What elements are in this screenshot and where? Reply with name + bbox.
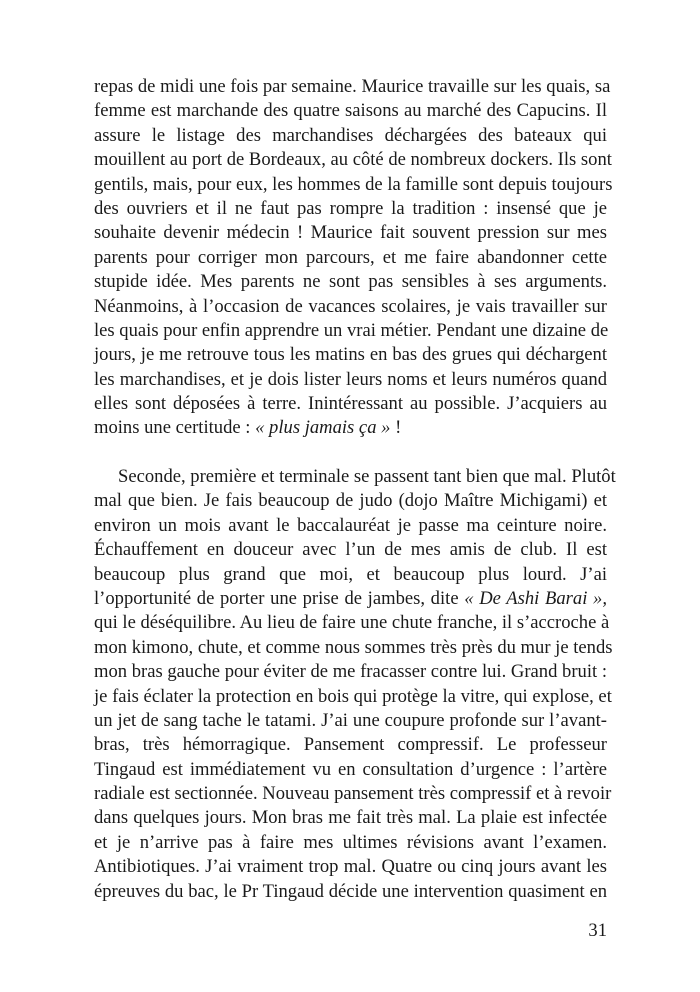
text-segment: mouillent au port de Bordeaux, au côté de nombreux dockers. Ils sont bbox=[94, 149, 612, 171]
text-segment: un jet de sang tache le tatami. J’ai une coupure profonde sur l’avant- bbox=[94, 709, 607, 731]
page-number: 31 bbox=[588, 920, 607, 941]
italic-text: « De Ashi Barai », bbox=[464, 587, 608, 609]
text-segment: mal que bien. Je fais beaucoup de judo (dojo Maître Michigami) et bbox=[94, 490, 607, 512]
text-segment: qui le déséquilibre. Au lieu de faire une chute franche, il s’accroche à bbox=[94, 612, 610, 634]
text-segment: mon kimono, chute, et comme nous sommes très près du mur je tends bbox=[94, 636, 613, 658]
text-line bbox=[94, 611, 610, 635]
text-segment: Néanmoins, à l’occasion de vacances scolaires, je vais travailler sur bbox=[94, 295, 607, 317]
text-segment: environ un mois avant le baccalauréat je passe ma ceinture noire. bbox=[94, 514, 607, 536]
text-line bbox=[94, 465, 616, 489]
text-line bbox=[94, 221, 607, 245]
text-segment: je fais éclater la protection en bois qui protège la vitre, qui explose, et bbox=[94, 685, 612, 707]
text-line bbox=[94, 514, 607, 538]
text-line bbox=[94, 148, 612, 172]
text-line bbox=[94, 587, 607, 611]
text-line bbox=[94, 782, 612, 806]
text-segment: ! bbox=[390, 417, 402, 439]
text-segment: Antibiotiques. J’ai vraiment trop mal. Quatre ou cinq jours avant les bbox=[94, 856, 607, 878]
text-segment: dans quelques jours. Mon bras me fait très mal. La plaie est infectée bbox=[94, 807, 607, 829]
text-line bbox=[94, 75, 611, 99]
text-line bbox=[94, 343, 607, 367]
text-segment: jours, je me retrouve tous les matins en bas des grues qui déchargent bbox=[94, 344, 607, 366]
text-line bbox=[94, 319, 607, 343]
text-segment: moins une certitude : bbox=[94, 417, 256, 439]
text-line bbox=[94, 660, 607, 684]
text-segment: elles sont déposées à terre. Inintéressant au possible. J’acquiers au bbox=[94, 393, 607, 415]
text-line bbox=[94, 563, 607, 587]
text-line bbox=[94, 368, 607, 392]
text-segment: Tingaud est immédiatement vu en consultation d’urgence : l’artère bbox=[94, 758, 607, 780]
text-line bbox=[94, 246, 607, 270]
text-line bbox=[94, 295, 607, 319]
text-line bbox=[94, 538, 607, 562]
text-segment: parents pour corriger mon parcours, et me faire abandonner cette bbox=[94, 246, 607, 268]
text-segment: Seconde, première et terminale se passent tant bien que mal. Plutôt bbox=[118, 466, 616, 487]
text-line bbox=[94, 806, 607, 830]
text-segment: bras, très hémorragique. Pansement compressif. Le professeur bbox=[94, 734, 607, 756]
text-segment: les marchandises, et je dois lister leurs noms et leurs numéros quand bbox=[94, 368, 607, 390]
text-segment: Échauffement en douceur avec l’un de mes amis de club. Il est bbox=[94, 539, 607, 561]
text-line bbox=[94, 99, 607, 123]
text-segment: stupide idée. Mes parents ne sont pas sensibles à ses arguments. bbox=[94, 271, 607, 293]
text-segment: repas de midi une fois par semaine. Maurice travaille sur les quais, sa bbox=[94, 76, 611, 97]
paragraph bbox=[94, 465, 616, 904]
paragraph bbox=[94, 75, 613, 441]
text-segment: gentils, mais, pour eux, les hommes de la famille sont depuis toujours bbox=[94, 173, 613, 195]
text-line bbox=[94, 270, 607, 294]
text-line bbox=[94, 416, 607, 440]
text-segment: radiale est sectionnée. Nouveau pansement très compressif et à revoir bbox=[94, 783, 612, 805]
text-segment: beaucoup plus grand que moi, et beaucoup plus lourd. J’ai bbox=[94, 563, 607, 585]
text-line bbox=[94, 831, 607, 855]
text-line bbox=[94, 124, 607, 148]
text-segment: souhaite devenir médecin ! Maurice fait souvent pression sur mes bbox=[94, 222, 607, 244]
text-segment: épreuves du bac, le Pr Tingaud décide une intervention quasiment en bbox=[94, 880, 607, 902]
text-segment: les quais pour enfin apprendre un vrai métier. Pendant une dizaine de bbox=[94, 319, 609, 341]
text-line bbox=[94, 392, 607, 416]
text-segment: des ouvriers et il ne faut pas rompre la tradition : insensé que je bbox=[94, 197, 607, 219]
text-line bbox=[94, 880, 607, 904]
text-segment: l’opportunité de porter une prise de jambes, dite bbox=[94, 587, 465, 609]
text-line bbox=[94, 636, 613, 660]
text-line bbox=[94, 173, 613, 197]
italic-text: « plus jamais ça » bbox=[255, 417, 391, 439]
text-segment: mon bras gauche pour éviter de me fracasser contre lui. Grand bruit : bbox=[94, 661, 607, 683]
text-line bbox=[94, 758, 607, 782]
text-line bbox=[94, 489, 607, 513]
text-segment: femme est marchande des quatre saisons au marché des Capucins. Il bbox=[94, 100, 607, 122]
text-segment: assure le listage des marchandises déchargées des bateaux qui bbox=[94, 124, 607, 146]
text-line bbox=[94, 685, 612, 709]
text-line bbox=[94, 855, 607, 879]
text-line bbox=[94, 733, 607, 757]
text-line bbox=[94, 197, 607, 221]
text-line bbox=[94, 709, 607, 733]
text-segment: et je n’arrive pas à faire mes ultimes révisions avant l’examen. bbox=[94, 831, 607, 853]
